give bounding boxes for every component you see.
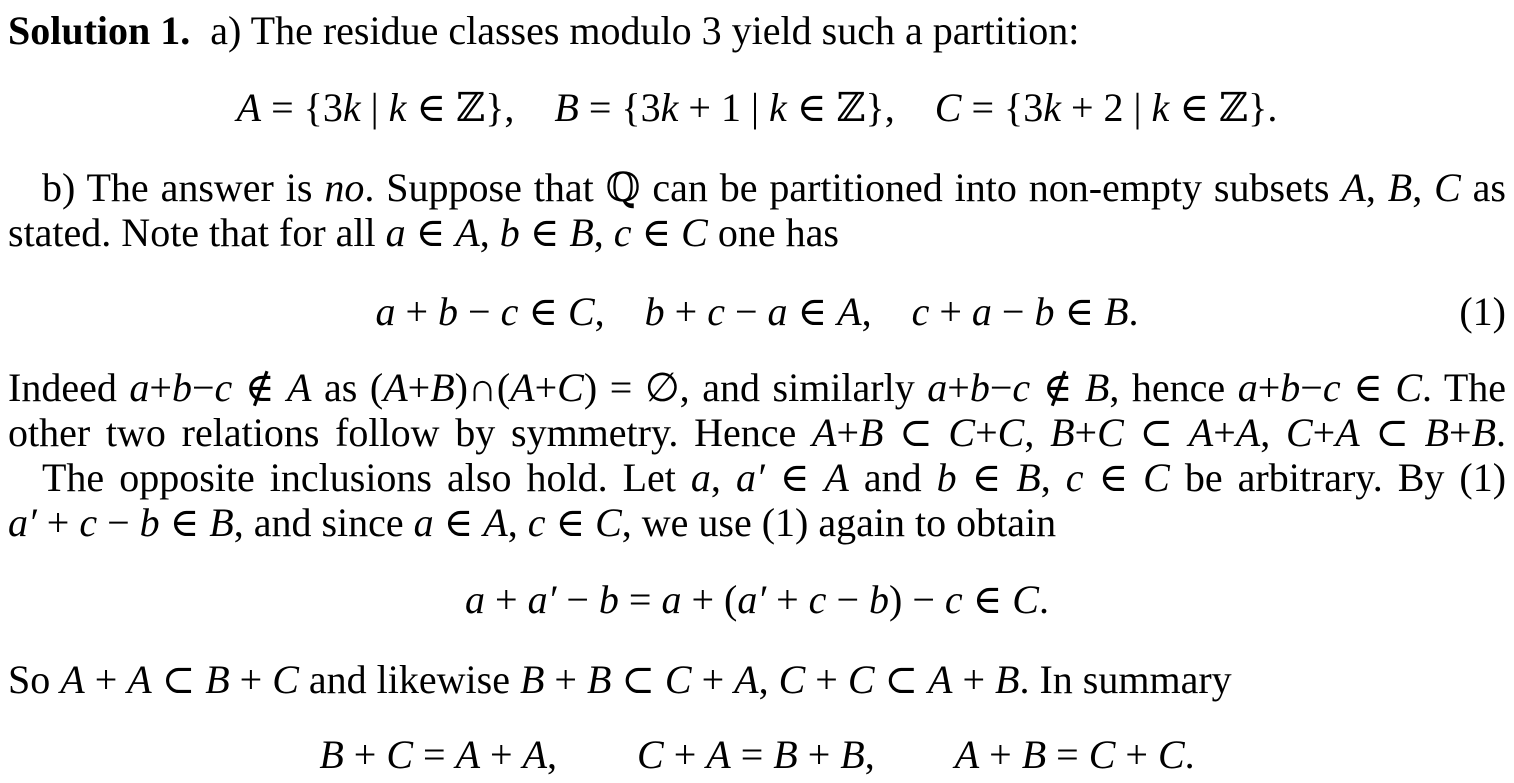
display-equation-one: (1) a + b − c ∈ C, b + c − a ∈ A, c + a − b ∈ B. (8, 287, 1506, 337)
equation-number: (1) (1459, 289, 1506, 334)
display-equation-obtain: a + a′ − b = a + (a′ + c − b) − c ∈ C. (465, 577, 1049, 622)
paragraph-indeed-line-2: other two relations follow by symmetry. Hence A+B ⊂ C+C, B+C ⊂ A+A, C+A ⊂ B+B. (8, 410, 1507, 455)
display-equation-summary: B + C = A + A, C + A = B + B, A + B = C + C. (319, 732, 1195, 777)
paragraph-opposite-line-2: a′ + c − b ∈ B, and since a ∈ A, c ∈ C, we use (1) again to obtain (8, 500, 1057, 545)
solution-heading-line: Solution 1. a) The residue classes modulo 3 yield such a partition: (8, 8, 1080, 53)
display-equation-partition: A = {3k | k ∈ ℤ}, B = {3k + 1 | k ∈ ℤ}, C = {3k + 2 | k ∈ ℤ}. (236, 85, 1278, 130)
paragraph-opposite-line-1: The opposite inclusions also hold. Let a, a′ ∈ A and b ∈ B, c ∈ C be arbitrary. By (1) (42, 455, 1507, 500)
paragraph-indeed-line-1: Indeed a+b−c ∉ A as (A+B)∩(A+C) = ∅, and similarly a+b−c ∉ B, hence a+b−c ∈ C. The (8, 365, 1507, 410)
paragraph-b-line-1: b) The answer is no. Suppose that ℚ can be partitioned into non-empty subsets A, B, C as (42, 165, 1507, 210)
paragraph-summary-line: So A + A ⊂ B + C and likewise B + B ⊂ C + A, C + C ⊂ A + B. In summary (8, 657, 1232, 702)
paragraph-b-line-2: stated. Note that for all a ∈ A, b ∈ B, c ∈ C one has (8, 210, 839, 255)
